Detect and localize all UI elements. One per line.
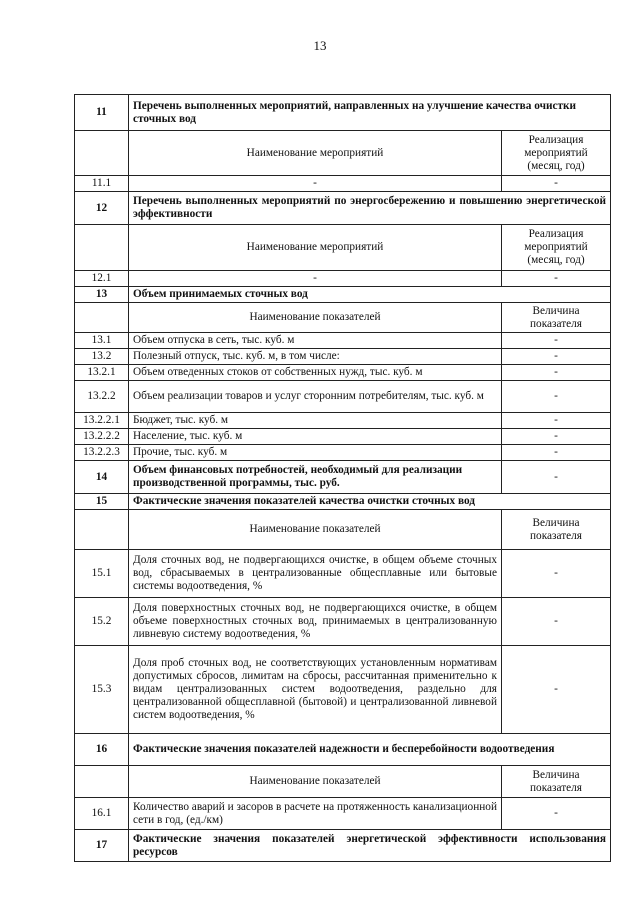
column-header-name: Наименование мероприятий: [129, 131, 502, 176]
row-number: 13: [75, 287, 129, 303]
table-row: [75, 734, 611, 766]
table-row: [75, 598, 611, 646]
row-number: 16.1: [75, 798, 129, 830]
table-row: [75, 271, 611, 287]
row-value: -: [502, 429, 611, 445]
row-name: -: [129, 271, 502, 287]
table-row: [75, 381, 611, 413]
row-number: 12: [75, 192, 129, 225]
row-value: -: [502, 413, 611, 429]
page-number: 13: [313, 38, 327, 53]
row-value: -: [502, 349, 611, 365]
row-number: [75, 303, 129, 333]
row-value: -: [502, 646, 611, 734]
row-name: Полезный отпуск, тыс. куб. м, в том числе:: [129, 349, 502, 365]
production-program-table: [74, 94, 611, 862]
table-row: [75, 445, 611, 461]
section-title: Объем принимаемых сточных вод: [129, 287, 611, 303]
table-row: [75, 798, 611, 830]
row-value: -: [502, 271, 611, 287]
row-number: 11.1: [75, 176, 129, 192]
table-row: [75, 413, 611, 429]
row-number: 16: [75, 734, 129, 766]
table-row: [75, 349, 611, 365]
column-header-name: Наименование показателей: [129, 766, 502, 798]
column-header-value: Реализация мероприятий (месяц, год): [502, 225, 611, 271]
column-header-value: Реализация мероприятий (месяц, год): [502, 131, 611, 176]
section-title: Фактические значения показателей энергетической эффективности использования ресурсов: [129, 830, 611, 862]
row-value: -: [502, 445, 611, 461]
row-number: [75, 510, 129, 550]
column-header-value: Величина показателя: [502, 510, 611, 550]
table-row: [75, 646, 611, 734]
row-number: 15: [75, 494, 129, 510]
table-row: [75, 225, 611, 271]
row-number: 13.1: [75, 333, 129, 349]
row-number: 17: [75, 830, 129, 862]
table-row: [75, 176, 611, 192]
column-header-value: Величина показателя: [502, 766, 611, 798]
row-number: 13.2.2.3: [75, 445, 129, 461]
table-row: [75, 830, 611, 862]
row-number: [75, 131, 129, 176]
table-row: [75, 766, 611, 798]
row-number: 13.2.2.1: [75, 413, 129, 429]
row-value: -: [502, 598, 611, 646]
column-header-value: Величина показателя: [502, 303, 611, 333]
row-value: -: [502, 176, 611, 192]
section-title: Перечень выполненных мероприятий по энергосбережению и повышению энергетической эффективности: [129, 192, 611, 225]
row-number: 15.2: [75, 598, 129, 646]
table-row: [75, 550, 611, 598]
row-value: -: [502, 461, 611, 494]
row-name: Объем отведенных стоков от собственных нужд, тыс. куб. м: [129, 365, 502, 381]
table-row: [75, 333, 611, 349]
row-value: -: [502, 381, 611, 413]
row-number: 13.2.1: [75, 365, 129, 381]
row-number: [75, 225, 129, 271]
row-name: Бюджет, тыс. куб. м: [129, 413, 502, 429]
row-number: 11: [75, 95, 129, 131]
table-row: [75, 510, 611, 550]
table-row: [75, 303, 611, 333]
row-number: 12.1: [75, 271, 129, 287]
row-name: Население, тыс. куб. м: [129, 429, 502, 445]
row-name: Прочие, тыс. куб. м: [129, 445, 502, 461]
row-value: -: [502, 365, 611, 381]
row-number: 13.2.2: [75, 381, 129, 413]
table-row: [75, 429, 611, 445]
row-name: Объем отпуска в сеть, тыс. куб. м: [129, 333, 502, 349]
table-row: [75, 494, 611, 510]
row-name: Доля проб сточных вод, не соответствующих установленным нормативам допустимых сбросов, лимитам на сбросы, рассчитанная применительно к видам централизованных систем водоотведения, раздельно для централизованной общесплавной (бытовой) и централизованной ливневой систем водоотведения, %: [129, 646, 502, 734]
row-value: -: [502, 798, 611, 830]
row-value: -: [502, 550, 611, 598]
row-number: 13.2: [75, 349, 129, 365]
column-header-name: Наименование показателей: [129, 510, 502, 550]
row-number: [75, 766, 129, 798]
row-number: 15.3: [75, 646, 129, 734]
row-number: 14: [75, 461, 129, 494]
column-header-name: Наименование показателей: [129, 303, 502, 333]
row-name: Количество аварий и засоров в расчете на протяженность канализационной сети в год, (ед./км): [129, 798, 502, 830]
row-name: Доля поверхностных сточных вод, не подвергающихся очистке, в общем объеме поверхностных сточных вод, принимаемых в централизованную ливневую систему водоотведения, %: [129, 598, 502, 646]
row-name: Доля сточных вод, не подвергающихся очистке, в общем объеме сточных вод, сбрасываемых в централизованные общесплавные или бытовые системы водоотведения, %: [129, 550, 502, 598]
table-row: [75, 287, 611, 303]
table-row: [75, 131, 611, 176]
table-row: [75, 461, 611, 494]
column-header-name: Наименование мероприятий: [129, 225, 502, 271]
row-value: -: [502, 333, 611, 349]
row-number: 15.1: [75, 550, 129, 598]
row-name: Объем финансовых потребностей, необходимый для реализации производственной программы, тыс. руб.: [129, 461, 502, 494]
table-row: [75, 192, 611, 225]
row-number: 13.2.2.2: [75, 429, 129, 445]
section-title: Фактические значения показателей надежности и бесперебойности водоотведения: [129, 734, 611, 766]
table-row: [75, 365, 611, 381]
section-title: Перечень выполненных мероприятий, направленных на улучшение качества очистки сточных вод: [129, 95, 611, 131]
section-title: Фактические значения показателей качества очистки сточных вод: [129, 494, 611, 510]
table-row: [75, 95, 611, 131]
row-name: -: [129, 176, 502, 192]
row-name: Объем реализации товаров и услуг сторонним потребителям, тыс. куб. м: [129, 381, 502, 413]
